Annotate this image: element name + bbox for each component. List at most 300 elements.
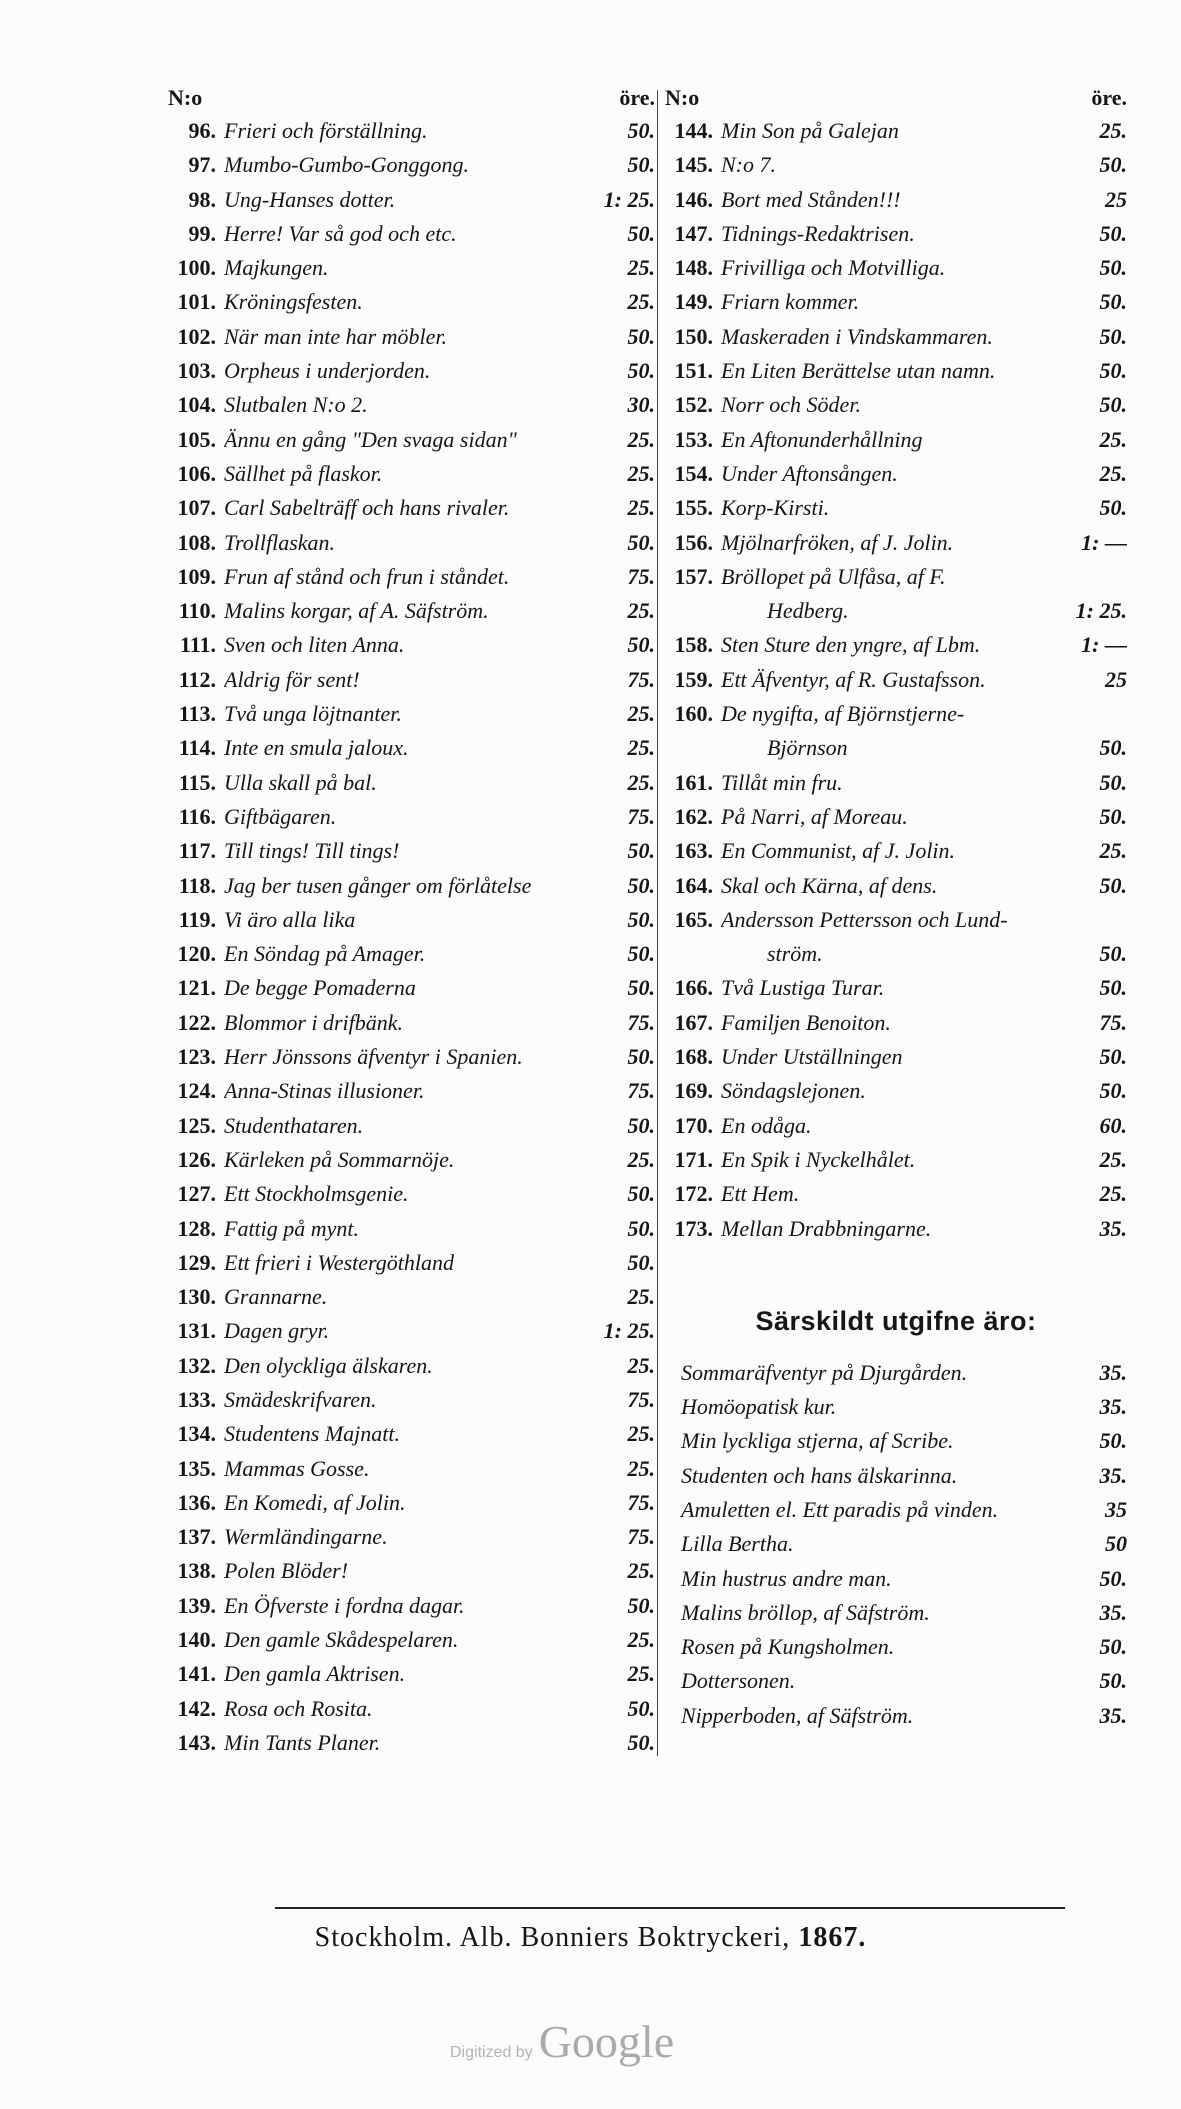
item-price: 75. (627, 666, 655, 692)
item-title: En Spik i Nyckelhålet. (721, 1146, 916, 1172)
imprint-year: 1867. (798, 1922, 867, 1953)
list-item (665, 183, 1127, 217)
item-price: 50. (627, 358, 655, 384)
item-price: 50. (1099, 941, 1127, 967)
item-price: 75. (627, 1386, 655, 1412)
item-price: 75. (1099, 1009, 1127, 1035)
item-price: 1: — (1081, 529, 1127, 555)
item-price: 75. (627, 1078, 655, 1104)
list-item (168, 663, 655, 697)
list-item (665, 628, 1127, 662)
item-price: 25. (627, 1558, 655, 1584)
item-title: På Narri, af Moreau. (721, 803, 908, 829)
list-item (168, 937, 655, 971)
list-item (168, 354, 655, 388)
item-title: Frieri och förställning. (224, 118, 428, 143)
item-title: En Söndag på Amager. (224, 941, 426, 967)
item-title: Polen Blöder! (224, 1558, 349, 1584)
item-number: 145. (674, 152, 713, 178)
list-item (168, 1589, 655, 1623)
list-item (168, 1554, 655, 1588)
item-title: Lilla Bertha. (681, 1531, 794, 1557)
item-title: Ung-Hanses dotter. (224, 186, 396, 212)
item-price: 25. (627, 735, 655, 761)
item-number: 99. (188, 220, 216, 246)
imprint (0, 1922, 1181, 1954)
item-title: Min Tants Planer. (224, 1729, 381, 1755)
item-number: 144. (674, 118, 713, 143)
item-title: Två Lustiga Turar. (721, 975, 885, 1001)
item-price: 1: 25. (603, 1318, 655, 1344)
item-title: En Liten Berättelse utan namn. (721, 358, 996, 384)
item-title: Ett Hem. (721, 1181, 800, 1207)
item-price: 50. (1099, 975, 1127, 1001)
item-number: 111. (179, 632, 216, 658)
item-price: 50. (627, 118, 655, 143)
item-number: 120. (177, 941, 216, 967)
list-item (168, 1452, 655, 1486)
item-price: 35 (1105, 1496, 1127, 1522)
item-price: 75. (627, 1489, 655, 1515)
list-item (168, 388, 655, 422)
item-title: Till tings! Till tings! (224, 838, 400, 864)
list-item (665, 1006, 1127, 1040)
item-title: Korp-Kirsti. (721, 495, 830, 521)
item-title: De begge Pomaderna (224, 975, 416, 1001)
item-price: 25. (627, 1455, 655, 1481)
item-title: När man inte har möbler. (224, 323, 448, 349)
item-title: Tidnings-Redaktrisen. (721, 220, 915, 246)
item-number: 98. (188, 186, 216, 212)
item-price: 1: — (1081, 632, 1127, 658)
item-number: 172. (674, 1181, 713, 1207)
item-price: 25. (627, 1421, 655, 1447)
item-title: Familjen Benoiton. (721, 1009, 891, 1035)
list-item (665, 560, 1127, 594)
item-number: 124. (177, 1078, 216, 1104)
item-title: Kärleken på Sommarnöje. (224, 1146, 455, 1172)
item-title: Dottersonen. (681, 1668, 796, 1694)
list-item (665, 1527, 1127, 1561)
item-price: 25. (627, 1146, 655, 1172)
list-item (168, 285, 655, 319)
list-item (665, 594, 1127, 628)
list-item (168, 766, 655, 800)
list-item (665, 1664, 1127, 1698)
list-item (665, 663, 1127, 697)
item-price: 50. (1099, 289, 1127, 315)
item-title: Homöopatisk kur. (681, 1394, 837, 1420)
item-title: Blommor i drifbänk. (224, 1009, 404, 1035)
item-price: 75. (627, 803, 655, 829)
list-item (665, 217, 1127, 251)
list-item (665, 766, 1127, 800)
list-item (168, 1074, 655, 1108)
item-price: 50. (627, 152, 655, 178)
item-price: 25 (1105, 186, 1127, 212)
list-item (168, 834, 655, 868)
column-divider (657, 90, 658, 1756)
list-item (168, 1726, 655, 1760)
item-title: Ett Stockholmsgenie. (224, 1181, 409, 1207)
item-number: 101. (177, 289, 216, 315)
list-item (168, 731, 655, 765)
item-title: Giftbägaren. (224, 803, 337, 829)
item-title: N:o 7. (721, 152, 776, 178)
list-item (168, 1349, 655, 1383)
list-item (665, 526, 1127, 560)
item-number: 162. (674, 803, 713, 829)
item-number: 125. (177, 1112, 216, 1138)
list-item (665, 869, 1127, 903)
item-title: Slutbalen N:o 2. (224, 392, 368, 418)
list-item (665, 1562, 1127, 1596)
item-title: Under Utställningen (721, 1044, 903, 1070)
list-item (665, 1390, 1127, 1424)
item-price: 25. (627, 1661, 655, 1687)
item-price: 50. (627, 1695, 655, 1721)
item-price: 50. (627, 1215, 655, 1241)
list-item (168, 697, 655, 731)
item-price: 50. (627, 1044, 655, 1070)
item-number: 129. (177, 1249, 216, 1275)
item-number: 110. (178, 598, 216, 624)
list-item (168, 114, 655, 148)
item-number: 126. (177, 1146, 216, 1172)
item-number: 104. (177, 392, 216, 418)
item-price: 50. (627, 1729, 655, 1755)
item-number: 167. (674, 1009, 713, 1035)
item-number: 171. (674, 1146, 713, 1172)
list-item (168, 423, 655, 457)
item-title: Söndagslejonen. (721, 1078, 866, 1104)
item-price: 50. (1099, 392, 1127, 418)
item-number: 163. (674, 838, 713, 864)
item-price: 1: 25. (603, 186, 655, 212)
list-item (665, 1424, 1127, 1458)
list-item (168, 491, 655, 525)
list-item (168, 1212, 655, 1246)
item-number: 155. (674, 495, 713, 521)
item-title: Orpheus i underjorden. (224, 358, 431, 384)
list-item (665, 834, 1127, 868)
item-title: Ett Äfventyr, af R. Gustafsson. (721, 666, 986, 692)
item-title: Två unga löjtnanter. (224, 701, 402, 727)
list-item (168, 1486, 655, 1520)
item-price: 50. (627, 872, 655, 898)
item-title: Ulla skall på bal. (224, 769, 377, 795)
item-title: Mjölnarfröken, af J. Jolin. (721, 529, 954, 555)
item-title: De nygifta, af Björnstjerne- (721, 701, 965, 727)
item-number: 164. (674, 872, 713, 898)
item-number: 112. (178, 666, 216, 692)
item-price: 25. (627, 1352, 655, 1378)
item-price: 75. (627, 1524, 655, 1550)
item-number: 122. (177, 1009, 216, 1035)
list-item (168, 251, 655, 285)
list-item (665, 1699, 1127, 1733)
item-price: 50. (627, 529, 655, 555)
item-price: 50. (1099, 495, 1127, 521)
item-price: 25. (627, 598, 655, 624)
list-item (665, 937, 1127, 971)
item-number: 138. (177, 1558, 216, 1584)
item-title: Trollflaskan. (224, 529, 336, 555)
item-price: 25. (1099, 838, 1127, 864)
item-number: 97. (188, 152, 216, 178)
item-number: 118. (178, 872, 216, 898)
item-number: 117. (178, 838, 216, 864)
item-title: En Aftonunderhållning (721, 426, 923, 452)
list-item (168, 1692, 655, 1726)
item-price: 50. (627, 838, 655, 864)
item-price: 25. (627, 1284, 655, 1310)
item-price: 50 (1105, 1531, 1127, 1557)
item-number: 107. (177, 495, 216, 521)
item-number: 116. (178, 803, 216, 829)
item-price: 50. (1099, 220, 1127, 246)
item-price: 25. (627, 426, 655, 452)
item-price: 25. (627, 769, 655, 795)
left-header-price: öre. (619, 85, 655, 110)
item-number: 109. (177, 563, 216, 589)
item-title: Herre! Var så god och etc. (224, 220, 457, 246)
list-item (665, 697, 1127, 731)
left-column-header (168, 82, 655, 114)
list-item (168, 869, 655, 903)
list-item (665, 148, 1127, 182)
list-item (168, 148, 655, 182)
item-title: Aldrig för sent! (224, 666, 360, 692)
item-price: 25. (1099, 1146, 1127, 1172)
separate-item-list (665, 1356, 1127, 1733)
item-number: 131. (177, 1318, 216, 1344)
item-title: Den olyckliga älskaren. (224, 1352, 433, 1378)
item-title: Sommaräfventyr på Djurgården. (681, 1359, 968, 1385)
item-number: 130. (177, 1284, 216, 1310)
item-number: 146. (674, 186, 713, 212)
item-number: 170. (674, 1112, 713, 1138)
list-item (665, 1040, 1127, 1074)
list-item (168, 594, 655, 628)
item-title: ström. (767, 941, 823, 967)
list-item (168, 1246, 655, 1280)
item-title: En odåga. (721, 1112, 812, 1138)
item-price: 60. (1099, 1112, 1127, 1138)
item-title: Studenten och hans älskarinna. (681, 1462, 958, 1488)
list-item (665, 1596, 1127, 1630)
item-number: 151. (674, 358, 713, 384)
item-price: 25. (627, 460, 655, 486)
list-item (168, 560, 655, 594)
item-price: 75. (627, 563, 655, 589)
item-number: 140. (177, 1627, 216, 1653)
item-price: 30. (627, 392, 655, 418)
item-price: 25. (1099, 118, 1127, 143)
item-number: 96. (188, 118, 216, 143)
item-price: 50. (627, 220, 655, 246)
item-title: Rosa och Rosita. (224, 1695, 373, 1721)
right-item-list (665, 114, 1127, 1246)
item-title: Rosen på Kungsholmen. (681, 1634, 895, 1660)
item-number: 132. (177, 1352, 216, 1378)
item-price: 50. (627, 323, 655, 349)
item-title: Nipperboden, af Säfström. (681, 1702, 914, 1728)
item-price: 25. (627, 701, 655, 727)
item-price: 50. (627, 906, 655, 932)
item-number: 147. (674, 220, 713, 246)
item-number: 133. (177, 1386, 216, 1412)
item-title: Kröningsfesten. (224, 289, 363, 315)
item-title: Sällhet på flaskor. (224, 460, 383, 486)
list-item (665, 1630, 1127, 1664)
item-title: Anna-Stinas illusioner. (224, 1078, 425, 1104)
list-item (665, 285, 1127, 319)
list-item (665, 114, 1127, 148)
item-title: Sven och liten Anna. (224, 632, 405, 658)
item-price: 50. (627, 1592, 655, 1618)
item-title: Bröllopet på Ulfåsa, af F. (721, 563, 946, 589)
item-number: 105. (177, 426, 216, 452)
list-item (665, 1177, 1127, 1211)
imprint-text: Stockholm. Alb. Bonniers Boktryckeri, (314, 1922, 791, 1953)
item-price: 50. (1099, 1634, 1127, 1660)
list-item (168, 1040, 655, 1074)
item-number: 139. (177, 1592, 216, 1618)
item-price: 25. (1099, 426, 1127, 452)
item-title: Herr Jönssons äfventyr i Spanien. (224, 1044, 523, 1070)
item-title: Min Son på Galejan (721, 118, 899, 143)
list-item (168, 1417, 655, 1451)
list-item (665, 1459, 1127, 1493)
item-price: 25. (1099, 460, 1127, 486)
item-title: Den gamle Skådespelaren. (224, 1627, 459, 1653)
list-item (665, 1212, 1127, 1246)
item-number: 157. (674, 563, 713, 589)
list-item (665, 457, 1127, 491)
left-item-list (168, 114, 655, 1760)
list-item (665, 1356, 1127, 1390)
left-header-number: N:o (168, 85, 203, 110)
item-number: 150. (674, 323, 713, 349)
item-number: 165. (674, 906, 713, 932)
item-price: 50. (1099, 1428, 1127, 1454)
item-number: 148. (674, 255, 713, 281)
item-title: Fattig på mynt. (224, 1215, 360, 1241)
item-price: 25. (627, 289, 655, 315)
list-item (168, 971, 655, 1005)
item-number: 159. (674, 666, 713, 692)
list-item (168, 1109, 655, 1143)
item-number: 123. (177, 1044, 216, 1070)
item-title: Carl Sabelträff och hans rivaler. (224, 495, 510, 521)
item-number: 114. (178, 735, 216, 761)
list-item (665, 1143, 1127, 1177)
list-item (665, 1109, 1127, 1143)
list-item (168, 628, 655, 662)
list-item (168, 1657, 655, 1691)
google-logo: Google (538, 2016, 675, 2067)
list-item (665, 903, 1127, 937)
item-title: Frivilliga och Motvilliga. (721, 255, 946, 281)
item-number: 119. (178, 906, 216, 932)
item-number: 154. (674, 460, 713, 486)
list-item (665, 731, 1127, 765)
item-number: 102. (177, 323, 216, 349)
item-price: 25. (627, 1627, 655, 1653)
item-price: 35. (1099, 1599, 1127, 1625)
item-price: 35. (1099, 1394, 1127, 1420)
item-title: Björnson (767, 735, 848, 761)
list-item (665, 388, 1127, 422)
item-price: 25 (1105, 666, 1127, 692)
item-number: 108. (177, 529, 216, 555)
list-item (665, 1493, 1127, 1527)
item-title: Studentens Majnatt. (224, 1421, 400, 1447)
item-title: Bort med Stånden!!! (721, 186, 901, 212)
item-number: 106. (177, 460, 216, 486)
item-price: 25. (627, 255, 655, 281)
item-title: Min lyckliga stjerna, af Scribe. (681, 1428, 954, 1454)
item-title: Dagen gryr. (224, 1318, 330, 1344)
item-title: Wermländingarne. (224, 1524, 388, 1550)
item-number: 152. (674, 392, 713, 418)
list-item (168, 1280, 655, 1314)
item-number: 153. (674, 426, 713, 452)
item-price: 50. (1099, 1565, 1127, 1591)
list-item (665, 800, 1127, 834)
item-price: 35. (1099, 1702, 1127, 1728)
item-number: 168. (674, 1044, 713, 1070)
item-price: 75. (627, 1009, 655, 1035)
list-item (168, 526, 655, 560)
item-price: 50. (1099, 1044, 1127, 1070)
list-item (665, 251, 1127, 285)
list-item (168, 1623, 655, 1657)
list-item (168, 1383, 655, 1417)
item-title: Frun af stånd och frun i ståndet. (224, 563, 510, 589)
separate-editions-heading: Särskildt utgifne äro: (755, 1305, 1037, 1336)
item-number: 161. (674, 769, 713, 795)
item-number: 156. (674, 529, 713, 555)
item-title: Studenthataren. (224, 1112, 364, 1138)
item-title: En Komedi, af Jolin. (224, 1489, 406, 1515)
item-number: 135. (177, 1455, 216, 1481)
item-number: 169. (674, 1078, 713, 1104)
item-title: Skal och Kärna, af dens. (721, 872, 938, 898)
list-item (665, 320, 1127, 354)
item-price: 35. (1099, 1215, 1127, 1241)
list-item (168, 457, 655, 491)
item-title: Inte en smula jaloux. (224, 735, 409, 761)
item-price: 50. (1099, 323, 1127, 349)
list-item (168, 800, 655, 834)
item-title: Majkungen. (224, 255, 329, 281)
item-number: 137. (177, 1524, 216, 1550)
item-number: 158. (674, 632, 713, 658)
item-title: Norr och Söder. (721, 392, 861, 418)
item-price: 50. (1099, 769, 1127, 795)
item-price: 50. (1099, 358, 1127, 384)
digitized-watermark (450, 2015, 674, 2065)
item-title: Malins korgar, af A. Säfström. (224, 598, 489, 624)
list-item (168, 1143, 655, 1177)
item-price: 50. (1099, 1668, 1127, 1694)
item-price: 50. (627, 1181, 655, 1207)
list-item (665, 423, 1127, 457)
list-item (665, 1074, 1127, 1108)
item-title: Tillåt min fru. (721, 769, 843, 795)
